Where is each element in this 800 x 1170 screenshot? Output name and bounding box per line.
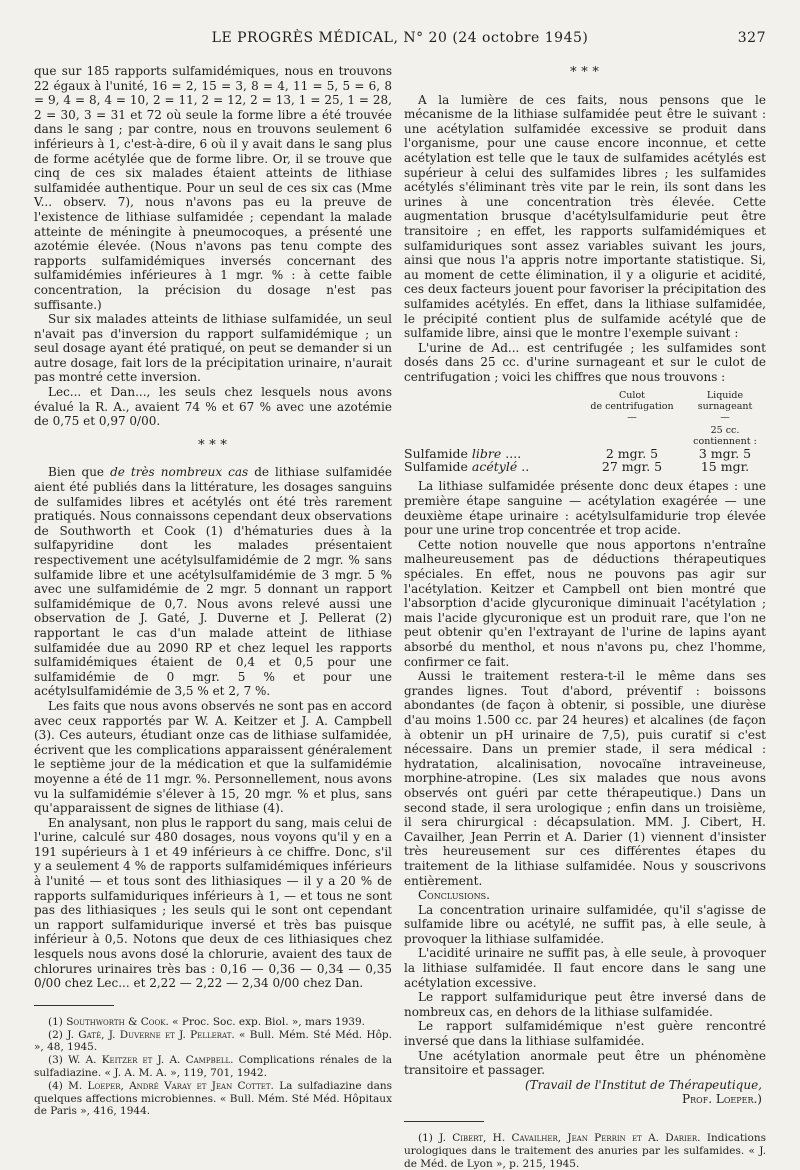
signature-author: Prof. Loeper.) [682, 1092, 762, 1107]
table-header: Culot de centrifugation — Liquide surnageant — [590, 390, 753, 424]
table-row: Sulfamide acétylé .. 27 mgr. 5 15 mgr. [404, 460, 766, 473]
paragraph: Sur six malades atteints de lithiase sulfamidée, un seul n'avait pas d'inversion du rapport sulfamidémique ; un seul dosage ayant été pratiqué, on peut se demander si un autre dosage, fait lors de la précipitation urinaire, n'aurait pas montré cette inversion. [34, 312, 392, 385]
section-separator: * * * [570, 65, 600, 80]
paragraph: En analysant, non plus le rapport du sang, mais celui de l'urine, calculé sur 480 dosages, nous voyons qu'il y en a 191 supérieurs à 1 et 49 inférieurs à ce chiffre. Donc, s'il y a seulement 4 % de rapports sulfamidémiques inférieurs à l'unité — et tous sont des lithiasiques — il y a 20 % de rapports sulfamiduriques inférieurs à 1, — et tous ne sont pas des lithiasiques ; les seuls qui le sont ont cependant un rapport sulfamidurique inversé et très bas puisque inférieur à 0,5. Notons que deux de ces lithiasiques chez lesquels nous avons dosé la chlorurie, avaient des taux de chlorures urinaires très bas : 0,16 — 0,36 — 0,34 — 0,35 0/00 chez Lec... et 2,22 — 2,22 — 2,34 0/00 chez Dan. [34, 815, 392, 991]
paragraph: Lec... et Dan..., les seuls chez lesquels nous avons évalué la R. A., avaient 74 % et 67 % avec une azotémie de 0,75 et 0,97 0/00. [34, 385, 392, 429]
footnote-rule [404, 1121, 484, 1122]
table-cell: 27 mgr. 5 [601, 459, 663, 475]
paragraph: Aussi le traitement restera-t-il le même dans ses grandes lignes. Tout d'abord, préventif : boissons abondantes (de façon à obtenir, si possible, une diurèse d'au moins 1.500 cc. par 24 heures) et alcalines (de façon à obtenir un pH urinaire de 7,5), puis curatif si c'est nécessaire. Dans un premier stade, il sera médical : hydratation, alcalinisation, novocaïne intraveineuse, morphine-atropine. (Les six malades que nous avons observés ont guéri par cette thérapeutique.) Dans un second stade, il sera urologique ; enfin dans un troisième, il sera chirurgical : décapsulation. MM. J. Cibert, H. Cavailher, Jean Perrin et A. Darier (1) viennent d'insister très heureusement sur ces différentes étapes du traitement de la lithiase sulfamidée. Nous y souscrivons entièrement. [404, 669, 766, 888]
signature-institute: (Travail de l'Institut de Thérapeutique, [524, 1077, 762, 1092]
paragraph: Cette notion nouvelle que nous apportons n'entraîne malheureusement pas de déductions thérapeutiques spéciales. En effet, nous ne pouvons pas agir sur l'acétylation. Keitzer et Campbell ont bien montré que l'absorption d'acide glycuronique diminuait l'acétylation ; mais l'acide glycuronique est un produit rare, que l'on ne peut obtenir qu'en l'extrayant de l'urine de lapins ayant absorbé du menthol, et nous n'avons pu, chez l'homme, confirmer ce fait. [404, 537, 766, 669]
sulfamide-table [404, 390, 766, 473]
footnotes [34, 1016, 392, 1118]
table-subheader: 25 cc. contiennent : [693, 425, 757, 448]
paragraph: que sur 185 rapports sulfamidémiques, nous en trouvons 22 égaux à l'unité, 16 = 2, 15 = 3, 8 = 4, 11 = 5, 5 = 6, 8 = 9, 4 = 8, 4 = 10, 2 = 11, 2 = 12, 2 = 13, 1 = 25, 1 = 28, 2 = 30, 3 = 31 et 72 où seule la forme libre a été trouvée dans le sang ; par contre, nous en trouvons seulement 6 inférieurs à 1, c'est-à-dire, 6 où il y avait dans le sang plus de forme acétylée que de forme libre. Or, il se trouve que cinq de ces six malades étaient atteints de lithiase sulfamidée authentique. Pour un seul de ces six cas (Mme V... observ. 7), nous n'avons pas eu la preuve de l'existence de lithiase sulfamidée ; cependant la malade atteinte de méningite à pneumocoques, a présenté une azotémie élevée. (Nous n'avons pas tenu compte des rapports sulfamidémiques inversés concernant des sulfamidémies inférieures à 1 mgr. % : à cette faible concentration, la précision du dosage n'est pas suffisante.) [34, 64, 392, 312]
table-cell: 2 mgr. 5 [605, 446, 659, 462]
table-cell: 15 mgr. [700, 459, 750, 475]
conclusion-item: Le rapport sulfamidémique n'est guère rencontré inversé que dans la lithiase sulfamidée. [404, 1019, 766, 1049]
column-header: surnageant [697, 401, 753, 413]
footnote: (2) J. Gaté, J. Duverne et J. Pellerat. « Bull. Mém. Sté Méd. Hôp. », 48, 1945. [34, 1028, 392, 1054]
conclusion-item: L'acidité urinaire ne suffit pas, à elle seule, à provoquer la lithiase sulfamidée. Il faut encore dans le sang une acétylation excessive. [404, 946, 766, 990]
conclusions-heading: Conclusions. [418, 888, 490, 903]
paragraph: La lithiase sulfamidée présente donc deux étapes : une première étape sanguine — acétylation exagérée — une deuxième étape urinaire : acétylsulfamidurie trop élevée pour une urine trop concentrée et trop acide. [404, 479, 766, 538]
paragraph: L'urine de Ad... est centrifugée ; les sulfamides sont dosés dans 25 cc. d'urine surnageant et sur le culot de centrifugation ; voici les chiffres que nous trouvons : [404, 340, 766, 384]
section-separator: * * * [198, 437, 228, 453]
table-row: Sulfamide libre .... 2 mgr. 5 3 mgr. 5 [404, 447, 766, 460]
paragraph: Bien que de très nombreux cas de lithiase sulfamidée aient été publiés dans la littérature, les dosages sanguins de sulfamides libres et acétylés ont été très rarement pratiqués. Nous connaissons cependant deux observations de Southworth et Cook (1) d'hématuries dues à la sulfapyridine dont les malades présentaient respectivement une acétylsulfamidémie de 2 mgr. % sans sulfamide libre et une acétylsulfamidémie de 3 mgr. 5 % avec une sulfamidémie de 2 mgr. 5 donnant un rapport sulfamidémique de 0,7. Nous avons relevé aussi une observation de J. Gaté, J. Duverne et J. Pellerat (2) rapportant le cas d'un malade atteint de lithiase sulfamidée due au 2090 RP et chez lequel les rapports sulfamidémiques étaient de 0,4 et 0,5 pour une sulfamidémie de 0 mgr. 5 % et pour une acétylsulfamidémie de 3,5 % et 2, 7 %. [34, 465, 392, 699]
running-header [0, 30, 800, 50]
conclusion-item: La concentration urinaire sulfamidée, qu'il s'agisse de sulfamide libre ou acétylé, ne suffit pas, à elle seule, à provoquer la lithiase sulfamidée. [404, 902, 766, 946]
conclusion-item: Le rapport sulfamidurique peut être inversé dans de nombreux cas, en dehors de la lithiase sulfamidée. [404, 990, 766, 1019]
footnote-rule [34, 1005, 114, 1006]
paragraph: Les faits que nous avons observés ne sont pas en accord avec ceux rapportés par W. A. Keitzer et J. A. Campbell (3). Ces auteurs, étudiant onze cas de lithiase sulfamidée, écrivent que les complications apparaissent généralement le septième jour de la médication et que la sulfamidémie moyenne a été de 11 mgr. %. Personnellement, nous avons vu la sulfamidémie s'élever à 15, 20 mgr. % et plus, sans qu'apparaissent de signes de lithiase (4). [34, 698, 392, 816]
table-cell: 3 mgr. 5 [698, 446, 752, 462]
journal-title: LE PROGRÈS MÉDICAL, N° 20 (24 octobre 1945) [211, 30, 589, 46]
emphasis: de très nombreux cas [110, 465, 249, 480]
column-header: Liquide [706, 390, 744, 402]
right-column [404, 64, 766, 1170]
footnote: (1) Southworth & Cook. « Proc. Soc. exp. Biol. », mars 1939. [48, 1015, 366, 1028]
column-header: de centrifugation [590, 401, 674, 413]
column-header: Culot [619, 390, 645, 402]
footnote: (1) J. Cibert, H. Cavailher, Jean Perrin et A. Darier. Indications urologiques dans le traitement des anuries par les sulfamides. « J. de Méd. de Lyon », p. 215, 1945. [404, 1132, 767, 1170]
paragraph: A la lumière de ces faits, nous pensons que le mécanisme de la lithiase sulfamidée peut être le suivant : une acétylation sulfamidée excessive se produit dans l'organisme, pour une cause encore inconnue, et cette acétylation est telle que le taux de sulfamides acétylés est supérieur à celui des sulfamides libres ; les sulfamides acétylés s'éliminant très vite par le rein, ils sont dans les urines à une concentration très élevée. Cette augmentation brusque d'acétylsulfamidurie peut être transitoire ; en effet, les rapports sulfamidémiques et sulfamiduriques sont assez variables suivant les jours, ainsi que nous l'a appris notre importante statistique. Si, au moment de cette élimination, il y a oligurie et acidité, ces deux facteurs jouent pour favoriser la précipitation des sulfamides acétylés. En effet, dans la lithiase sulfamidée, le précipité contient plus de sulfamide acétylé que de sulfamide libre, ainsi que le montre l'exemple suivant : [404, 92, 766, 341]
page-number: 327 [737, 30, 766, 46]
left-column [34, 64, 392, 1118]
footnote: (4) M. Loeper, André Varay et Jean Cottet. La sulfadiazine dans quelques affections microbiennes. « Bull. Mém. Sté Méd. Hôpitaux de Paris », 416, 1944. [34, 1079, 392, 1118]
conclusion-item: Une acétylation anormale peut être un phénomène transitoire et passager. [404, 1048, 766, 1078]
footnote: (3) W. A. Keitzer et J. A. Campbell. Complications rénales de la sulfadiazine. « J. A. M. A. », 119, 701, 1942. [34, 1054, 392, 1079]
